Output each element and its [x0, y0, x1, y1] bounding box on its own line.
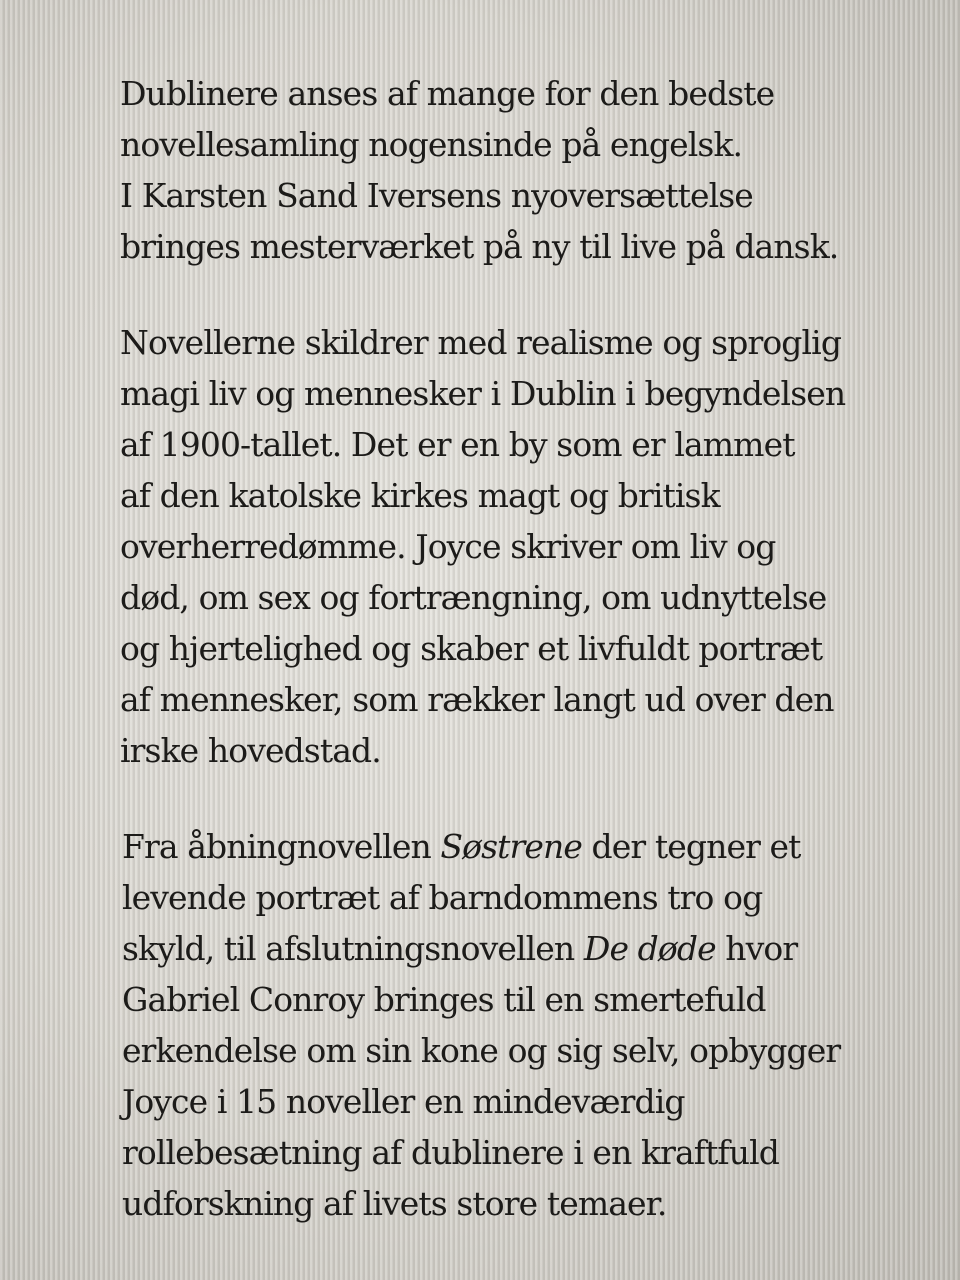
text-line: Novellerne skildrer med realisme og sproglig	[120, 323, 842, 362]
text-line: og hjertelighed og skaber et livfuldt portræt	[120, 629, 823, 668]
text-line: rollebesætning af dublinere i en kraftfuld	[122, 1133, 779, 1172]
text-run: hvor	[715, 929, 798, 968]
text-line: levende portræt af barndommens tro og	[122, 878, 763, 917]
text-line: magi liv og mennesker i Dublin i begyndelsen	[120, 374, 846, 413]
text-line	[122, 931, 797, 967]
text-line: Joyce i 15 noveller en mindeværdig	[122, 1082, 685, 1121]
text-line: bringes mesterværket på ny til live på dansk.	[120, 227, 839, 266]
text-line: novellesamling nogensinde på engelsk.	[120, 125, 743, 164]
text-line: af den katolske kirkes magt og britisk	[120, 476, 720, 515]
story-title-de-dode: De døde	[583, 929, 716, 968]
text-line: overherredømme. Joyce skriver om liv og	[120, 527, 776, 566]
text-line: udforskning af livets store temaer.	[122, 1184, 667, 1223]
text-line: Gabriel Conroy bringes til en smertefuld	[122, 980, 766, 1019]
text-line: I Karsten Sand Iversens nyoversættelse	[120, 176, 753, 215]
text-line: irske hovedstad.	[120, 731, 381, 770]
text-line: af 1900-tallet. Det er en by som er lammet	[120, 425, 795, 464]
text-run: Fra åbningnovellen	[122, 827, 441, 866]
text-line	[122, 829, 801, 865]
text-run: skyld, til afslutningsnovellen	[122, 929, 584, 968]
text-line: Dublinere anses af mange for den bedste	[120, 74, 775, 113]
text-line: død, om sex og fortrængning, om udnyttelse	[120, 578, 827, 617]
story-title-sostrene: Søstrene	[440, 827, 582, 866]
text-line: erkendelse om sin kone og sig selv, opbygger	[122, 1031, 841, 1070]
text-line: af mennesker, som rækker langt ud over den	[120, 680, 834, 719]
text-run: der tegner et	[581, 827, 801, 866]
